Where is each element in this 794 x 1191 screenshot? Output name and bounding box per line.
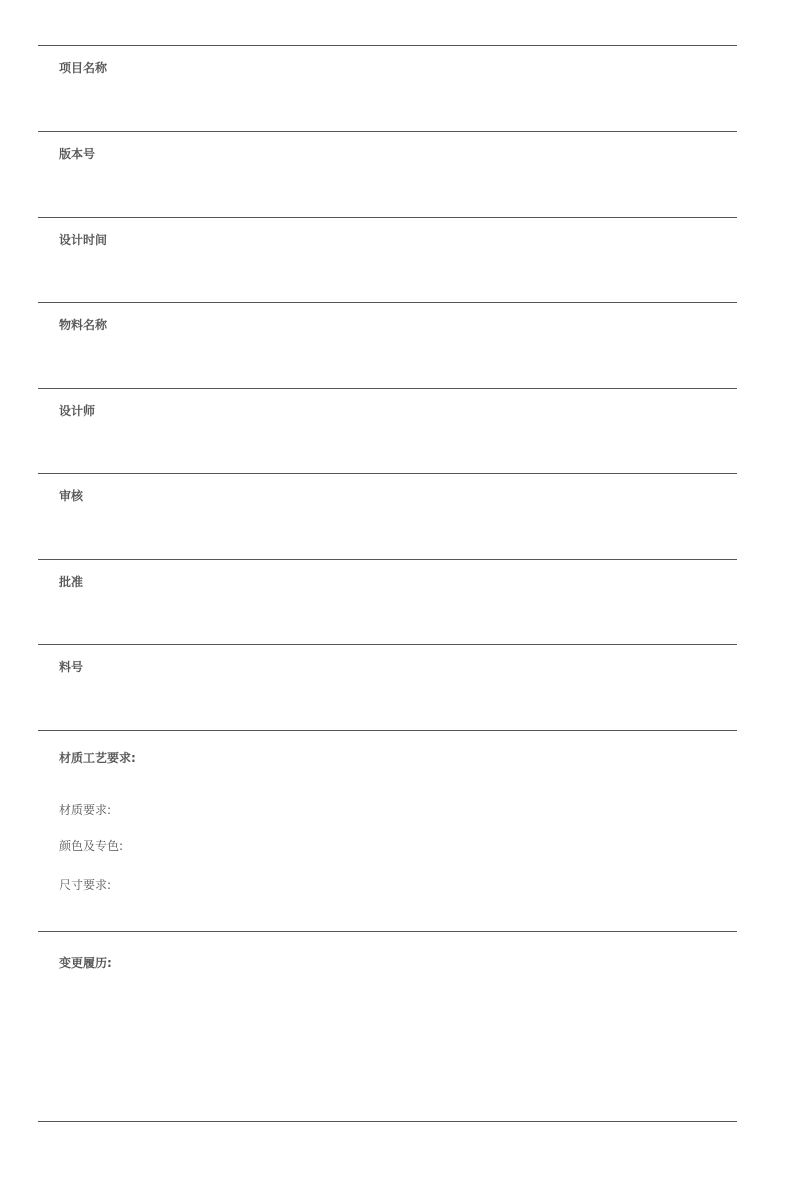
material-process-section [38, 730, 737, 931]
field-label-version: 版本号 [59, 147, 96, 161]
field-row-project-name [38, 45, 737, 131]
material-process-title: 材质工艺要求: [59, 751, 136, 765]
material-requirement-label: 材质要求: [59, 803, 112, 817]
field-row-version [38, 131, 737, 217]
field-row-part-number [38, 644, 737, 730]
field-row-material-name [38, 302, 737, 388]
field-label-designer: 设计师 [59, 404, 96, 418]
field-label-project-name: 项目名称 [59, 61, 108, 75]
field-row-approval [38, 559, 737, 644]
field-row-review [38, 473, 737, 559]
change-history-title: 变更履历: [59, 956, 112, 970]
size-requirement-label: 尺寸要求: [59, 878, 112, 892]
field-label-part-number: 料号 [59, 660, 84, 674]
field-row-design-time [38, 217, 737, 302]
change-history-section [38, 931, 737, 1122]
field-label-material-name: 物料名称 [59, 318, 108, 332]
color-spot-label: 颜色及专色: [59, 839, 124, 853]
field-label-design-time: 设计时间 [59, 233, 108, 247]
spec-sheet [38, 45, 737, 1122]
field-label-review: 审核 [59, 489, 84, 503]
field-row-designer [38, 388, 737, 473]
field-label-approval: 批准 [59, 575, 84, 589]
